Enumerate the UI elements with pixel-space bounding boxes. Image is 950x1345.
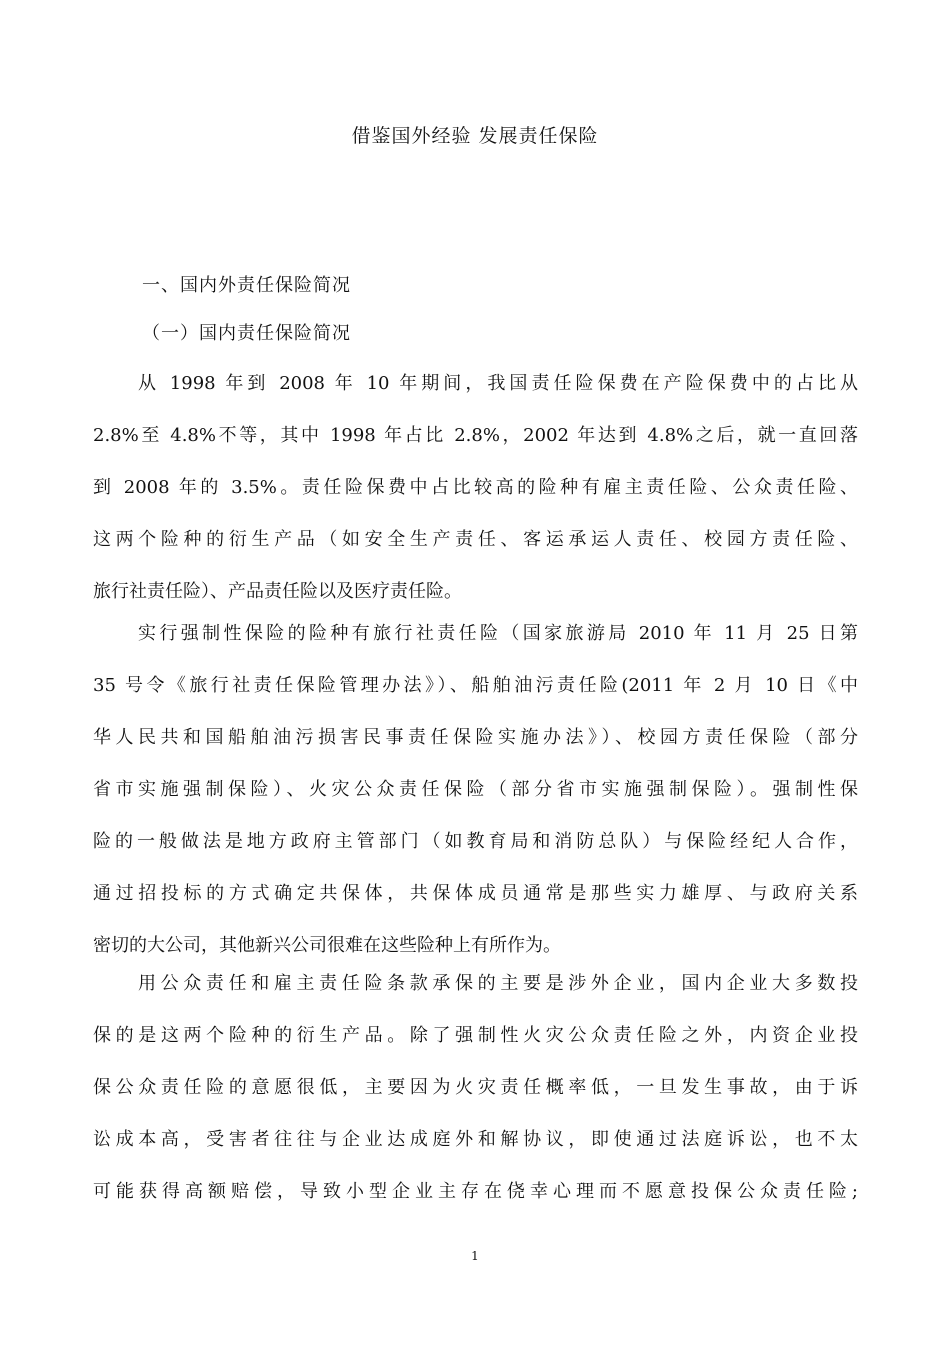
- paragraph-line: 实行强制性保险的险种有旅行社责任险（国家旅游局 2010 年 11 月 25 日第: [138, 623, 858, 644]
- paragraph-1: [93, 358, 858, 618]
- paragraph-2: [93, 608, 858, 972]
- document-title: 借鉴国外经验 发展责任保险: [351, 125, 599, 147]
- paragraph-3: [93, 958, 858, 1218]
- paragraph-line: 保的是这两个险种的衍生产品。除了强制性火灾公众责任险之外，内资企业投: [93, 1025, 858, 1046]
- paragraph-line: 从 1998 年到 2008 年 10 年期间，我国责任险保费在产险保费中的占比从: [138, 373, 858, 394]
- paragraph-line: 到 2008 年的 3.5%。责任险保费中占比较高的险种有雇主责任险、公众责任险、: [93, 477, 858, 498]
- paragraph-line: 华人民共和国船舶油污损害民事责任保险实施办法》）、校园方责任保险（部分: [93, 727, 858, 748]
- paragraph-line: 讼成本高，受害者往往与企业达成庭外和解协议，即使通过法庭诉讼，也不太: [93, 1129, 858, 1150]
- paragraph-line: 保公众责任险的意愿很低，主要因为火灾责任概率低，一旦发生事故，由于诉: [93, 1077, 858, 1098]
- paragraph-line: 可能获得高额赔偿，导致小型企业主存在侥幸心理而不愿意投保公众责任险;: [93, 1181, 858, 1202]
- section-heading: 一、国内外责任保险简况: [142, 275, 351, 296]
- paragraph-line: 这两个险种的衍生产品（如安全生产责任、客运承运人责任、校园方责任险、: [93, 529, 858, 550]
- paragraph-line: 密切的大公司，其他新兴公司很难在这些险种上有所作为。: [93, 935, 561, 956]
- subsection-heading: （一）国内责任保险简况: [142, 323, 351, 344]
- paragraph-line: 省市实施强制保险）、火灾公众责任保险（部分省市实施强制保险）。强制性保: [93, 779, 858, 800]
- paragraph-line: 2.8%至 4.8%不等，其中 1998 年占比 2.8%，2002 年达到 4.8%之后，就一直回落: [93, 425, 858, 446]
- paragraph-line: 用公众责任和雇主责任险条款承保的主要是涉外企业，国内企业大多数投: [138, 973, 858, 994]
- paragraph-line: 险的一般做法是地方政府主管部门（如教育局和消防总队）与保险经纪人合作，: [93, 831, 858, 852]
- page-number: 1: [471, 1249, 479, 1263]
- paragraph-line: 35 号令《旅行社责任保险管理办法》）、船舶油污责任险(2011 年 2 月 10 日《中: [93, 675, 858, 696]
- paragraph-line: 旅行社责任险）、产品责任险以及医疗责任险。: [93, 581, 462, 602]
- paragraph-line: 通过招投标的方式确定共保体，共保体成员通常是那些实力雄厚、与政府关系: [93, 883, 858, 904]
